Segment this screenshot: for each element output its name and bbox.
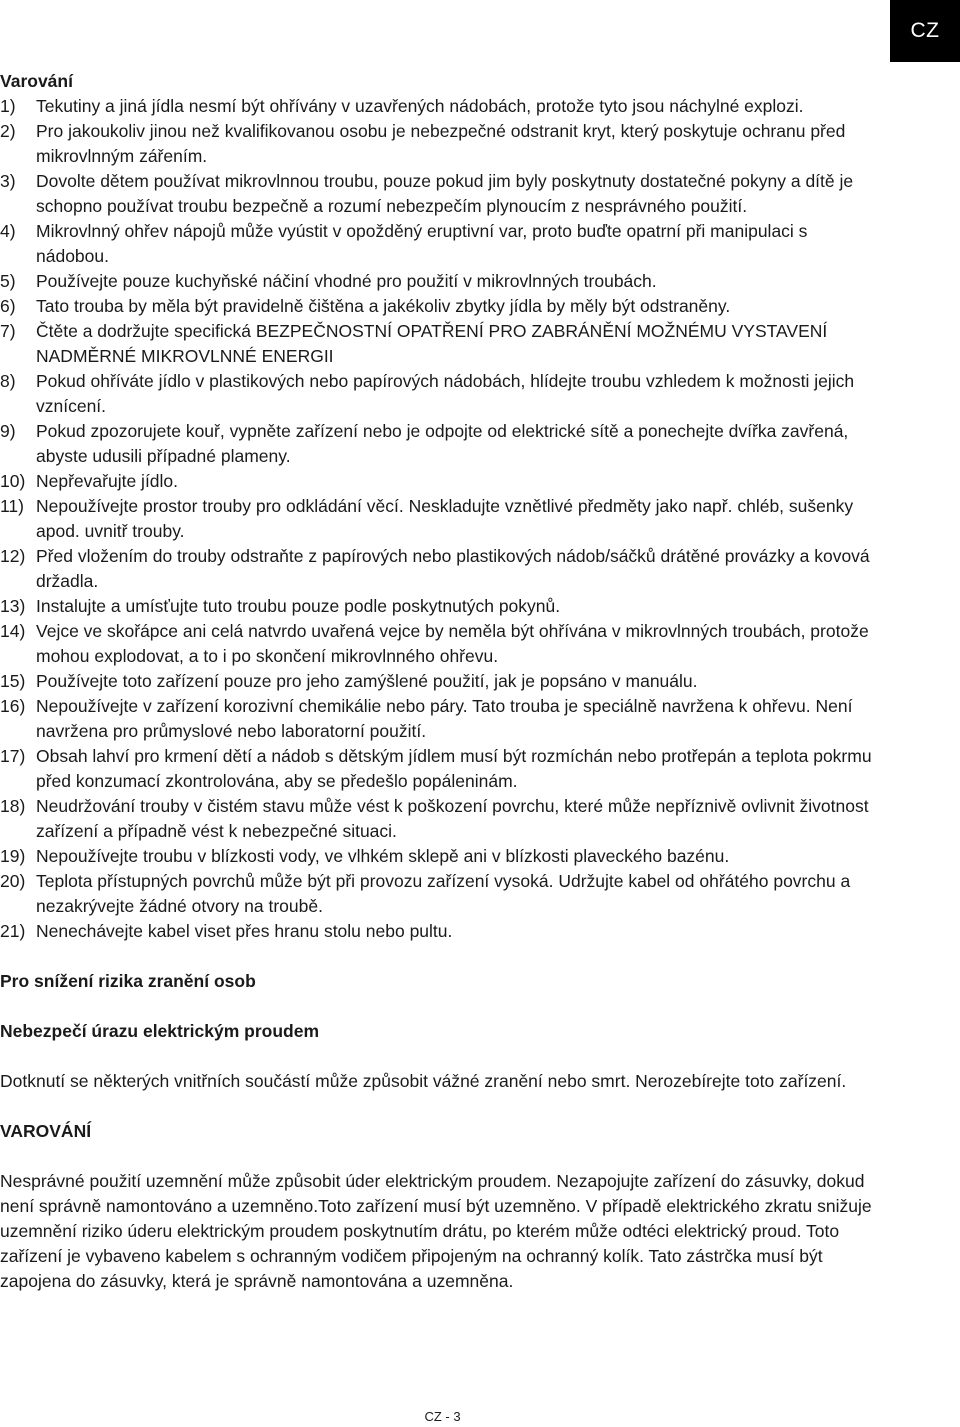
section-title-electric: Nebezpečí úrazu elektrickým proudem [0,1021,319,1041]
list-item: 21) Nenechávejte kabel viset přes hranu stolu nebo pultu. [0,921,453,941]
list-item: 13) Instalujte a umísťujte tuto troubu pouze podle poskytnutých pokynů. [0,596,561,616]
list-item: 16) Nepoužívejte v zařízení korozivní chemikálie nebo páry. Tato trouba je speciálně navržena k ohřevu. Není navržena pro průmyslové nebo laboratorní použití. [0,696,853,741]
section-title-varovani: VAROVÁNÍ [0,1121,92,1141]
paragraph-grounding: Nesprávné použití uzemnění může způsobit úder elektrickým proudem. Nezapojujte zařízení do zásuvky, dokud není správně namontováno a uzemněno.Toto zařízení musí být uzemněno. V případě elektrického zkratu snižuje uzemnění riziko úderu elektrickým proudem poskytnutím drátu, po kterém může odtéci elektrický proud. Toto zařízení je vybaveno kabelem s ochranným vodičem připojeným na ochranný kolík. Tato zástrčka musí být zapojena do zásuvky, která je správně namontována a uzemněna. [0,1171,872,1291]
list-item: 12) Před vložením do trouby odstraňte z papírových nebo plastikových nádob/sáčků drátěné provázky a kovová držadla. [0,546,870,591]
list-item: 8) Pokud ohříváte jídlo v plastikových nebo papírových nádobách, hlídejte troubu vzhledem k možnosti jejich vznícení. [0,371,855,416]
list-item: 18) Neudržování trouby v čistém stavu může vést k poškození povrchu, které může nepříznivě ovlivnit životnost zařízení a případně vést k nebezpečné situaci. [0,796,869,841]
list-item: 1) Tekutiny a jiná jídla nesmí být ohřívány v uzavřených nádobách, protože tyto jsou náchylné explozi. [0,96,804,116]
warning-list [0,94,885,944]
list-item: 5) Používejte pouze kuchyňské náčiní vhodné pro použití v mikrovlnných troubách. [0,271,657,291]
language-badge: CZ [890,0,960,62]
list-item: 4) Mikrovlnný ohřev nápojů může vyústit v opožděný eruptivní var, proto buďte opatrní při manipulaci s nádobou. [0,221,808,266]
list-item: 2) Pro jakoukoliv jinou než kvalifikovanou osobu je nebezpečné odstranit kryt, který poskytuje ochranu před mikrovlnným zářením. [0,121,846,166]
list-item: 17) Obsah lahví pro krmení dětí a nádob s dětským jídlem musí být rozmíchán nebo protřepán a teplota pokrmu před konzumací zkontrolována, aby se předešlo popáleninám. [0,746,872,791]
list-item: 19) Nepoužívejte troubu v blízkosti vody, ve vlhkém sklepě ani v blízkosti plaveckého bazénu. [0,846,730,866]
list-item: 11) Nepoužívejte prostor trouby pro odkládání věcí. Neskladujte vznětlivé předměty jako např. chléb, sušenky apod. uvnitř trouby. [0,496,854,541]
warning-heading: Varování [0,71,73,91]
list-item: 14) Vejce ve skořápce ani celá natvrdo uvařená vejce by neměla být ohřívána v mikrovlnných troubách, protože mohou explodovat, a to i po skončení mikrovlnného ohřevu. [0,621,869,666]
section-title-injury: Pro snížení rizika zranění osob [0,971,256,991]
list-item: 20) Teplota přístupných povrchů může být při provozu zařízení vysoká. Udržujte kabel od ohřátého povrchu a nezakrývejte žádné otvory na troubě. [0,871,851,916]
paragraph-electric: Dotknutí se některých vnitřních součástí může způsobit vážné zranění nebo smrt. Nerozebírejte toto zařízení. [0,1071,847,1091]
list-item: 6) Tato trouba by měla být pravidelně čištěna a jakékoliv zbytky jídla by měly být odstraněny. [0,296,731,316]
list-item: 3) Dovolte dětem používat mikrovlnnou troubu, pouze pokud jim byly poskytnuty dostatečné pokyny a dítě je schopno používat troubu bezpečně a rozumí nebezpečím plynoucím z nesprávného použití. [0,171,854,216]
list-item: 9) Pokud zpozorujete kouř, vypněte zařízení nebo je odpojte od elektrické sítě a ponechejte dvířka zavřená, abyste udusili případné plameny. [0,421,849,466]
page-number: CZ - 3 [424,1409,461,1424]
list-item: 15) Používejte toto zařízení pouze pro jeho zamýšlené použití, jak je popsáno v manuálu. [0,671,698,691]
page-content [0,69,885,1294]
list-item: 10) Nepřevařujte jídlo. [0,471,179,491]
list-item: 7) Čtěte a dodržujte specifická BEZPEČNOSTNÍ OPATŘENÍ PRO ZABRÁNĚNÍ MOŽNÉMU VYSTAVENÍ NADMĚRNÉ MIKROVLNNÉ ENERGII [0,321,828,366]
